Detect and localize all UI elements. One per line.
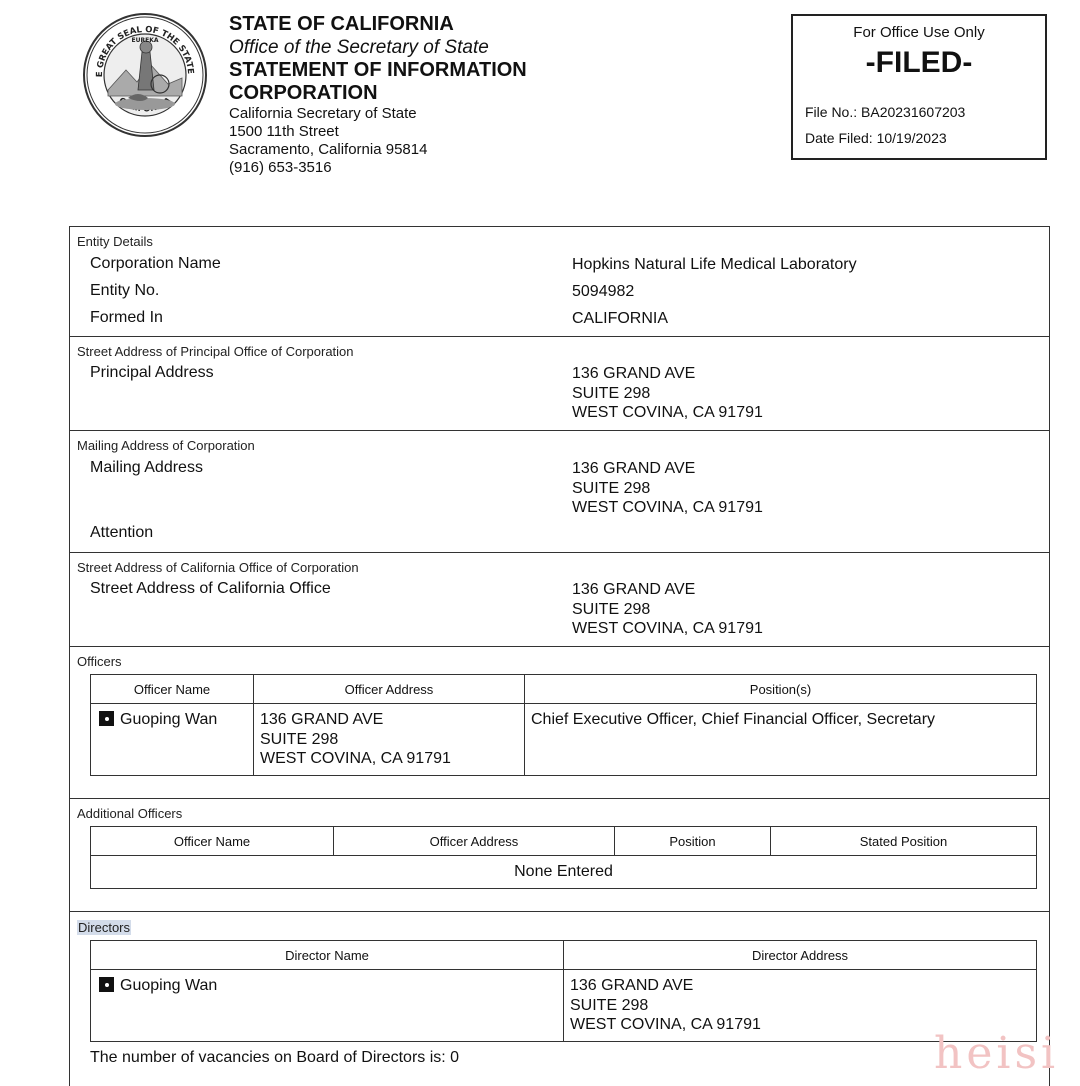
address-line: 136 GRAND AVE xyxy=(570,977,694,994)
table-row xyxy=(91,704,1037,776)
section-divider xyxy=(70,336,1049,337)
ca-office-address-value xyxy=(572,580,763,639)
address-line: SUITE 298 xyxy=(572,384,651,402)
column-header: Director Name xyxy=(91,941,564,970)
officer-positions-cell xyxy=(525,704,1037,776)
mailing-address-value xyxy=(572,459,763,518)
entity-no-label: Entity No. xyxy=(90,282,160,299)
none-entered-text: None Entered xyxy=(91,856,1037,889)
director-name: Guoping Wan xyxy=(120,977,218,994)
address-line: SUITE 298 xyxy=(260,730,339,748)
address-line: WEST COVINA, CA 91791 xyxy=(572,620,763,637)
california-seal xyxy=(82,12,208,138)
address-line: SUITE 298 xyxy=(570,996,649,1014)
agency-phone: (916) 653-3516 xyxy=(229,159,332,176)
column-header: Director Address xyxy=(564,941,1037,970)
seal-motto: EUREKA xyxy=(131,37,159,44)
address-line: WEST COVINA, CA 91791 xyxy=(572,499,763,516)
date-filed: Date Filed: 10/19/2023 xyxy=(805,130,947,146)
bullet-icon xyxy=(99,711,114,726)
section-divider xyxy=(70,911,1049,912)
bullet-icon xyxy=(99,977,114,992)
officer-name-cell xyxy=(91,704,254,776)
statement-title: STATEMENT OF INFORMATION xyxy=(229,59,527,81)
section-divider xyxy=(70,552,1049,553)
column-header: Position xyxy=(615,827,771,856)
table-header-row xyxy=(91,827,1037,856)
column-header: Officer Name xyxy=(91,675,254,704)
officer-name: Guoping Wan xyxy=(120,711,218,728)
table-row xyxy=(91,970,1037,1042)
address-line: 136 GRAND AVE xyxy=(572,460,696,477)
column-header: Officer Address xyxy=(334,827,615,856)
officer-address-cell xyxy=(254,704,525,776)
entity-type-title: CORPORATION xyxy=(229,82,378,104)
watermark: heisi xyxy=(934,1028,1060,1079)
agency-street: 1500 11th Street xyxy=(229,123,339,140)
address-line: WEST COVINA, CA 91791 xyxy=(570,1016,761,1033)
section-divider xyxy=(70,798,1049,799)
statement-form xyxy=(69,226,1050,1086)
attention-label: Attention xyxy=(90,524,154,541)
agency-name: California Secretary of State xyxy=(229,105,417,122)
office-title: Office of the Secretary of State xyxy=(229,37,489,58)
column-header: Position(s) xyxy=(525,675,1037,704)
entity-no-value: 5094982 xyxy=(572,283,635,300)
address-line: 136 GRAND AVE xyxy=(260,711,384,728)
filed-status: -FILED- xyxy=(865,46,973,79)
ca-office-address-label: Street Address of California Office xyxy=(90,580,331,597)
additional-officers-section-title: Additional Officers xyxy=(77,806,183,821)
column-header: Officer Address xyxy=(254,675,525,704)
officer-positions: Chief Executive Officer, Chief Financial Officer, Secretary xyxy=(531,711,936,728)
address-line: 136 GRAND AVE xyxy=(572,365,696,382)
director-name-cell xyxy=(91,970,564,1042)
additional-officers-table xyxy=(90,826,1037,889)
column-header: Stated Position xyxy=(771,827,1037,856)
seal-text-top: E GREAT SEAL OF THE STATE xyxy=(94,24,196,78)
agency-city: Sacramento, California 95814 xyxy=(229,141,428,158)
formed-in-label: Formed In xyxy=(90,309,163,326)
address-line: 136 GRAND AVE xyxy=(572,581,696,598)
directors-table xyxy=(90,940,1037,1042)
entity-details-title: Entity Details xyxy=(77,234,153,249)
state-title: STATE OF CALIFORNIA xyxy=(229,13,454,35)
section-divider xyxy=(70,646,1049,647)
principal-address-value xyxy=(572,364,763,423)
ca-office-section-title: Street Address of California Office of Corporation xyxy=(77,560,359,575)
table-row xyxy=(91,856,1037,889)
mailing-address-label: Mailing Address xyxy=(90,459,203,476)
officers-table xyxy=(90,674,1037,776)
address-line: SUITE 298 xyxy=(572,479,651,497)
address-line: WEST COVINA, CA 91791 xyxy=(572,404,763,421)
office-use-box xyxy=(791,14,1047,160)
file-number: File No.: BA20231607203 xyxy=(805,104,966,120)
office-use-title: For Office Use Only xyxy=(853,24,985,41)
column-header: Officer Name xyxy=(91,827,334,856)
directors-section-title: Directors xyxy=(78,920,131,935)
vacancies-text: The number of vacancies on Board of Directors is: 0 xyxy=(90,1049,460,1066)
corporation-name-value: Hopkins Natural Life Medical Laboratory xyxy=(572,256,857,273)
corporation-name-label: Corporation Name xyxy=(90,255,221,272)
address-line: WEST COVINA, CA 91791 xyxy=(260,750,451,767)
officers-section-title: Officers xyxy=(77,654,122,669)
principal-address-label: Principal Address xyxy=(90,364,214,381)
formed-in-value: CALIFORNIA xyxy=(572,310,669,327)
section-divider xyxy=(70,430,1049,431)
mailing-section-title: Mailing Address of Corporation xyxy=(77,438,255,453)
table-header-row xyxy=(91,941,1037,970)
table-header-row xyxy=(91,675,1037,704)
address-line: SUITE 298 xyxy=(572,600,651,618)
principal-section-title: Street Address of Principal Office of Corporation xyxy=(77,344,354,359)
